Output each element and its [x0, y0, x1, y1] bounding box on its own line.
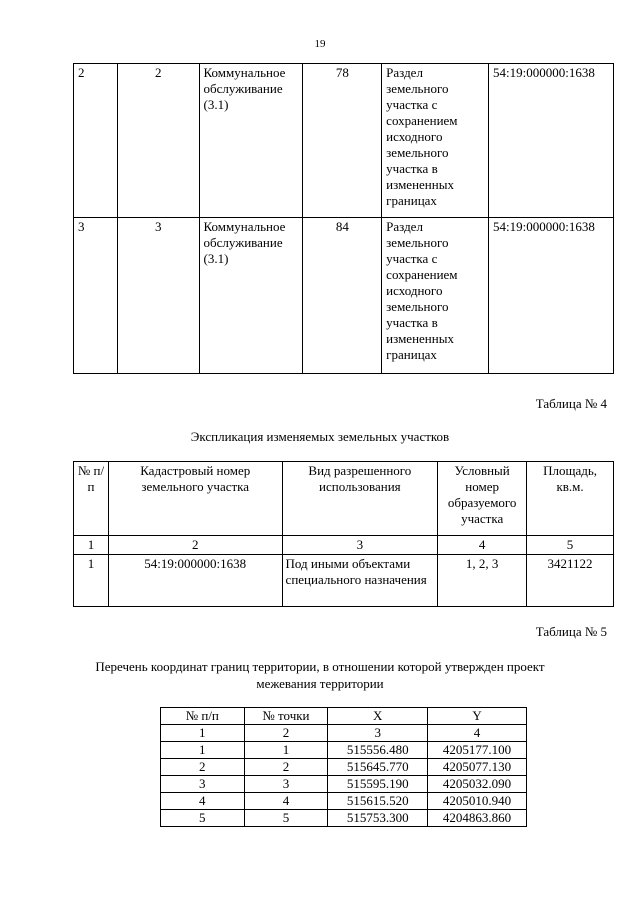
col-number: 3: [328, 725, 428, 742]
header-cadastral: Кадастровый номер земельного участка: [108, 462, 282, 536]
row-number: 2: [74, 64, 118, 218]
header-num: № п/п: [161, 708, 245, 725]
area: 84: [303, 218, 382, 374]
coord-y: 4205077.130: [428, 759, 527, 776]
conditional-number: 1, 2, 3: [438, 555, 527, 607]
cadastral-number: 54:19:000000:1638: [489, 218, 614, 374]
area: 78: [303, 64, 382, 218]
formation-method: Раздел земельного участка с сохранением исходного земельного участка в измененных границах: [382, 218, 489, 374]
col-number: 1: [74, 536, 109, 555]
col-number: 1: [161, 725, 245, 742]
coord-x: 515556.480: [328, 742, 428, 759]
coord-y: 4205177.100: [428, 742, 527, 759]
row-number: 2: [161, 759, 245, 776]
header-row: [161, 708, 527, 725]
col-number: 2: [244, 725, 328, 742]
header-x: X: [328, 708, 428, 725]
row-number: 5: [161, 810, 245, 827]
header-num: № п/п: [74, 462, 109, 536]
table-3-continuation: [73, 63, 614, 374]
coord-x: 515615.520: [328, 793, 428, 810]
table-4-caption: Таблица № 4: [535, 396, 607, 411]
table-4: [73, 461, 614, 607]
table-row: [161, 793, 527, 810]
table-5: [160, 707, 527, 827]
col-number: 2: [108, 536, 282, 555]
point-number: 1: [244, 742, 328, 759]
table-row: [161, 810, 527, 827]
table-row: [161, 742, 527, 759]
table-4-title: Экспликация изменяемых земельных участков: [190, 429, 450, 444]
cadastral-number: 54:19:000000:1638: [489, 64, 614, 218]
header-use: Вид разрешенного использования: [282, 462, 438, 536]
permitted-use: Под иными объектами специального назначения: [282, 555, 438, 607]
point-number: 4: [244, 793, 328, 810]
table-row: [74, 218, 614, 374]
header-row: [74, 462, 614, 536]
column-number-row: [161, 725, 527, 742]
header-conditional-number: Условный номер образуемого участка: [438, 462, 527, 536]
point-number: 5: [244, 810, 328, 827]
point-number: 2: [117, 64, 199, 218]
row-number: 3: [161, 776, 245, 793]
table-row: [161, 759, 527, 776]
coord-y: 4204863.860: [428, 810, 527, 827]
page-number: 19: [314, 38, 326, 50]
point-number: 2: [244, 759, 328, 776]
point-number: 3: [244, 776, 328, 793]
coord-y: 4205032.090: [428, 776, 527, 793]
area: 3421122: [527, 555, 614, 607]
row-number: 1: [161, 742, 245, 759]
table-5-title: Перечень координат границ территории, в отношении которой утвержден проект межевания территории: [95, 659, 545, 691]
coord-y: 4205010.940: [428, 793, 527, 810]
coord-x: 515753.300: [328, 810, 428, 827]
cadastral-number: 54:19:000000:1638: [108, 555, 282, 607]
coord-x: 515645.770: [328, 759, 428, 776]
header-point: № точки: [244, 708, 328, 725]
row-number: 4: [161, 793, 245, 810]
formation-method: Раздел земельного участка с сохранением исходного земельного участка в измененных границах: [382, 64, 489, 218]
col-number: 3: [282, 536, 438, 555]
table-row: [161, 776, 527, 793]
permitted-use: Коммунальное обслуживание (3.1): [199, 64, 303, 218]
col-number: 4: [428, 725, 527, 742]
table-row: [74, 555, 614, 607]
header-area: Площадь, кв.м.: [527, 462, 614, 536]
col-number: 5: [527, 536, 614, 555]
table-row: [74, 64, 614, 218]
permitted-use: Коммунальное обслуживание (3.1): [199, 218, 303, 374]
table-5-caption: Таблица № 5: [535, 624, 607, 639]
column-number-row: [74, 536, 614, 555]
coord-x: 515595.190: [328, 776, 428, 793]
point-number: 3: [117, 218, 199, 374]
row-number: 1: [74, 555, 109, 607]
col-number: 4: [438, 536, 527, 555]
row-number: 3: [74, 218, 118, 374]
header-y: Y: [428, 708, 527, 725]
